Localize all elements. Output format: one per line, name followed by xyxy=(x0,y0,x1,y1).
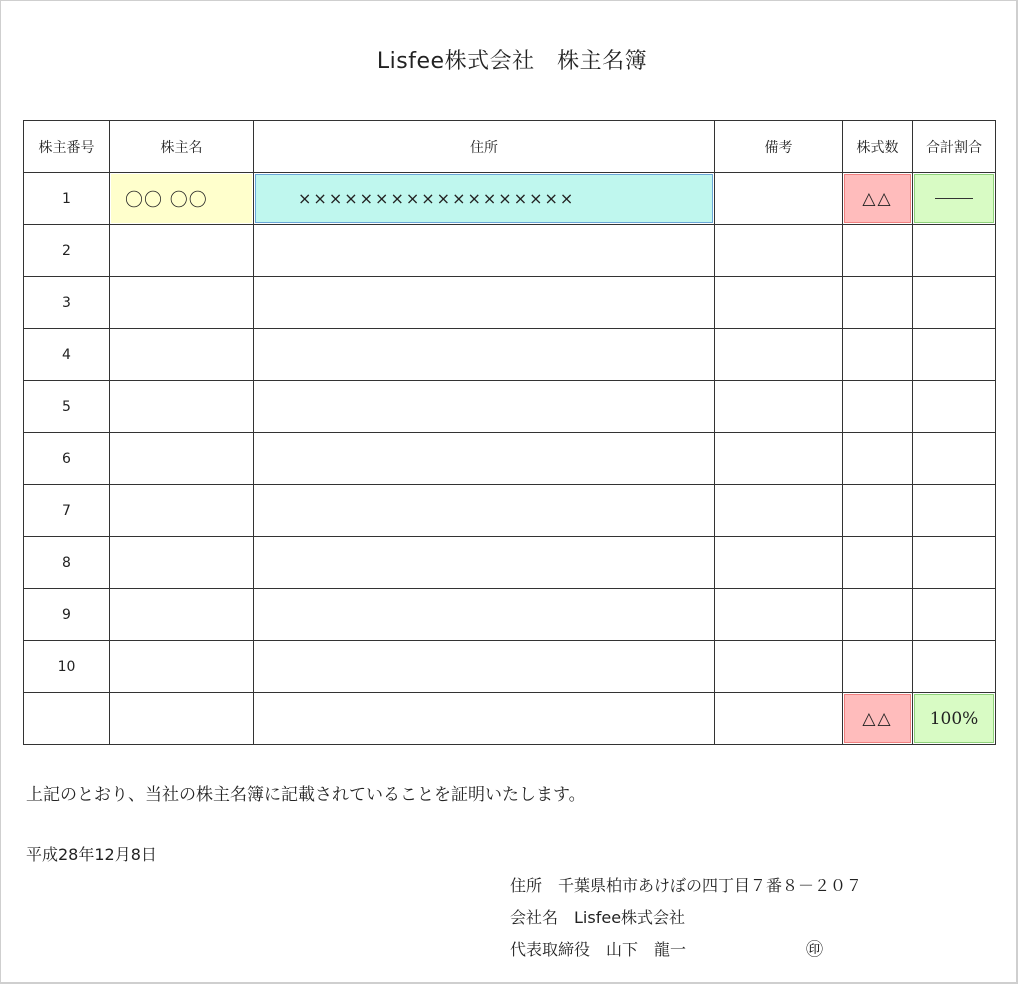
remarks-cell[interactable] xyxy=(715,381,843,433)
remarks-cell[interactable] xyxy=(715,329,843,381)
shares-cell[interactable] xyxy=(843,641,913,693)
ratio-cell[interactable] xyxy=(913,641,996,693)
remarks-cell[interactable] xyxy=(715,173,843,225)
dash-mark xyxy=(935,198,973,199)
remarks-cell[interactable] xyxy=(715,277,843,329)
shareholder-name-cell[interactable] xyxy=(110,277,254,329)
remarks-cell[interactable] xyxy=(715,225,843,277)
remarks-cell[interactable] xyxy=(715,589,843,641)
address-cell[interactable] xyxy=(254,641,715,693)
company-label: 会社名 xyxy=(510,908,559,927)
address-cell[interactable] xyxy=(254,329,715,381)
total-share-count: △△ xyxy=(844,694,911,743)
signature-representative-line xyxy=(510,934,862,966)
row-number: 10 xyxy=(24,641,110,693)
shareholder-register-table xyxy=(23,120,996,745)
shares-cell[interactable] xyxy=(843,381,913,433)
shares-cell[interactable] xyxy=(843,433,913,485)
table-row xyxy=(24,485,996,537)
ratio-cell[interactable] xyxy=(913,225,996,277)
ratio-cell[interactable] xyxy=(913,589,996,641)
address-cell[interactable] xyxy=(254,225,715,277)
shareholder-name-cell[interactable] xyxy=(110,537,254,589)
row-number: 6 xyxy=(24,433,110,485)
total-ratio-cell[interactable] xyxy=(913,693,996,745)
shares-cell[interactable] xyxy=(843,537,913,589)
ratio-cell[interactable] xyxy=(913,329,996,381)
total-number-cell xyxy=(24,693,110,745)
shareholder-name: 〇〇 〇〇 xyxy=(111,174,252,223)
ratio-cell[interactable] xyxy=(913,173,996,225)
remarks-cell[interactable] xyxy=(715,641,843,693)
total-address-cell xyxy=(254,693,715,745)
header-shares: 株式数 xyxy=(843,121,913,173)
remarks-cell[interactable] xyxy=(715,433,843,485)
ratio-cell[interactable] xyxy=(913,485,996,537)
shareholder-name-cell[interactable] xyxy=(110,173,254,225)
shares-cell[interactable] xyxy=(843,329,913,381)
shares-cell[interactable] xyxy=(843,173,913,225)
remarks-cell[interactable] xyxy=(715,485,843,537)
row-number: 7 xyxy=(24,485,110,537)
row-number: 8 xyxy=(24,537,110,589)
seal-mark: ㊞ xyxy=(806,940,824,960)
signature-address-line xyxy=(510,870,862,902)
table-row xyxy=(24,277,996,329)
issue-date: 平成28年12月8日 xyxy=(26,845,157,864)
representative-label: 代表取締役 xyxy=(510,940,591,959)
document-title: Lisfee株式会社 株主名簿 xyxy=(376,49,648,74)
address-cell[interactable] xyxy=(254,277,715,329)
shareholder-name-cell[interactable] xyxy=(110,433,254,485)
remarks-cell[interactable] xyxy=(715,537,843,589)
address-cell[interactable] xyxy=(254,485,715,537)
representative-name: 山下 龍一 xyxy=(606,940,687,959)
share-count: △△ xyxy=(844,174,911,223)
row-number: 5 xyxy=(24,381,110,433)
row-number: 9 xyxy=(24,589,110,641)
address-label: 住所 xyxy=(510,876,543,895)
table-header-row xyxy=(24,121,996,173)
table-row xyxy=(24,173,996,225)
table-row xyxy=(24,381,996,433)
shareholder-name-cell[interactable] xyxy=(110,485,254,537)
table-row xyxy=(24,589,996,641)
shares-cell[interactable] xyxy=(843,277,913,329)
table-total-row xyxy=(24,693,996,745)
address-cell[interactable] xyxy=(254,173,715,225)
table-row xyxy=(24,329,996,381)
ratio-cell[interactable] xyxy=(913,433,996,485)
header-name: 株主名 xyxy=(110,121,254,173)
row-number: 4 xyxy=(24,329,110,381)
header-remarks: 備考 xyxy=(715,121,843,173)
shareholder-name-cell[interactable] xyxy=(110,641,254,693)
shares-cell[interactable] xyxy=(843,225,913,277)
header-ratio: 合計割合 xyxy=(913,121,996,173)
table-row xyxy=(24,641,996,693)
shareholder-name-cell[interactable] xyxy=(110,329,254,381)
row-number: 2 xyxy=(24,225,110,277)
shareholder-address: ×××××××××××××××××× xyxy=(255,174,713,223)
signature-company-line xyxy=(510,902,862,934)
total-ratio: 100% xyxy=(914,694,994,743)
signature-block xyxy=(510,870,862,966)
table-row xyxy=(24,537,996,589)
row-number: 3 xyxy=(24,277,110,329)
total-name-cell xyxy=(110,693,254,745)
address-cell[interactable] xyxy=(254,537,715,589)
company-value: Lisfee株式会社 xyxy=(574,908,686,927)
header-number: 株主番号 xyxy=(24,121,110,173)
total-remarks-cell xyxy=(715,693,843,745)
header-address: 住所 xyxy=(254,121,715,173)
address-cell[interactable] xyxy=(254,589,715,641)
address-cell[interactable] xyxy=(254,433,715,485)
ratio-cell[interactable] xyxy=(913,381,996,433)
shareholder-name-cell[interactable] xyxy=(110,381,254,433)
row-number: 1 xyxy=(24,173,110,225)
table-row xyxy=(24,433,996,485)
certification-statement: 上記のとおり、当社の株主名簿に記載されていることを証明いたします。 xyxy=(26,785,586,805)
shares-cell[interactable] xyxy=(843,589,913,641)
ratio-cell[interactable] xyxy=(913,277,996,329)
address-value: 千葉県柏市あけぼの四丁目７番８－２０７ xyxy=(558,876,863,895)
shares-cell[interactable] xyxy=(843,485,913,537)
address-cell[interactable] xyxy=(254,381,715,433)
table-row xyxy=(24,225,996,277)
shareholder-name-cell[interactable] xyxy=(110,589,254,641)
total-shares-cell[interactable] xyxy=(843,693,913,745)
ratio-cell[interactable] xyxy=(913,537,996,589)
shareholder-name-cell[interactable] xyxy=(110,225,254,277)
